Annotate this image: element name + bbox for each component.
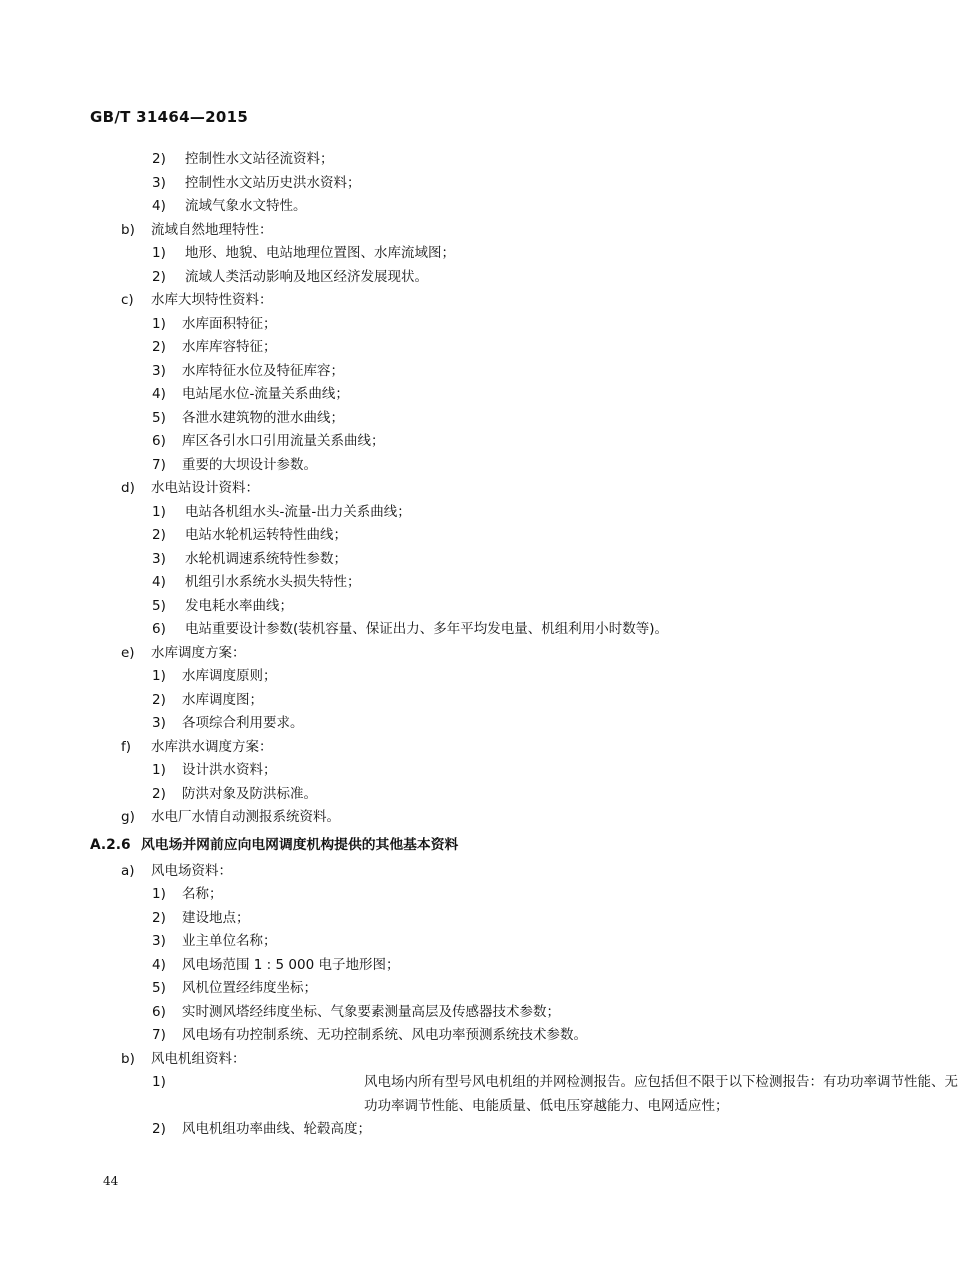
- list-text: 水库调度原则；: [182, 668, 277, 684]
- list-text: 风电场内所有型号风电机组的并网检测报告。应包括但不限于以下检测报告：有功功率调节性能、无功功率调节性能、电能质量、低电压穿越能力、电网适应性；: [364, 1074, 958, 1114]
- list-marker: 7): [152, 1027, 166, 1043]
- list-marker: 4): [152, 956, 166, 973]
- list-text: 实时测风塔经纬度坐标、气象要素测量高层及传感器技术参数；: [182, 1003, 560, 1020]
- list-item: [0, 1024, 892, 1048]
- list-item: [0, 930, 892, 954]
- list-item: [0, 595, 892, 619]
- list-marker: 2): [152, 1121, 166, 1137]
- section-heading: [0, 830, 892, 860]
- list-marker: 5): [152, 980, 166, 996]
- list-text: 水库面积特征；: [182, 315, 277, 332]
- list-text: 风电场资料：: [151, 862, 232, 879]
- list-marker: 4): [152, 574, 166, 590]
- list-marker: e): [121, 644, 135, 661]
- list-marker: 1): [152, 245, 166, 261]
- list-item: [0, 618, 892, 642]
- list-text: 重要的大坝设计参数。: [182, 456, 317, 473]
- list-text: 水库调度图；: [182, 691, 263, 708]
- list-item: [0, 360, 892, 384]
- list-item: [0, 1118, 892, 1142]
- list-text: 水轮机调速系统特性参数；: [185, 550, 347, 567]
- list-item: [0, 336, 892, 360]
- list-item: [0, 783, 892, 807]
- list-marker: 6): [152, 1003, 166, 1020]
- list-text: 水电站设计资料：: [151, 480, 259, 496]
- list-item: [0, 689, 892, 713]
- list-item: [0, 712, 892, 736]
- section-title: 风电场并网前应向电网调度机构提供的其他基本资料: [141, 836, 459, 853]
- list-text: 业主单位名称；: [182, 933, 277, 949]
- list-item: [0, 195, 892, 219]
- list-marker: 2): [152, 339, 166, 355]
- list-marker: a): [121, 862, 135, 879]
- list-marker: 5): [152, 409, 166, 426]
- list-marker: 2): [152, 527, 166, 543]
- list-marker: 1): [152, 315, 166, 332]
- standard-code-header: GB/T 31464—2015: [90, 108, 249, 126]
- list-item: [0, 477, 892, 501]
- list-marker: c): [121, 292, 134, 308]
- list-item: [0, 172, 892, 196]
- list-marker: 2): [152, 268, 166, 285]
- list-item: [0, 266, 892, 290]
- list-item: [0, 1071, 958, 1118]
- list-item: [0, 148, 892, 172]
- list-marker: f): [121, 738, 132, 755]
- list-marker: 1): [152, 668, 166, 684]
- list-item: [0, 383, 892, 407]
- list-marker: 3): [152, 362, 166, 379]
- list-item: [0, 501, 892, 525]
- list-marker: 3): [152, 933, 166, 949]
- list-text: 水库特征水位及特征库容；: [182, 362, 344, 379]
- list-text: 风电场有功控制系统、无功控制系统、风电功率预测系统技术参数。: [182, 1027, 587, 1043]
- list-text: 防洪对象及防洪标准。: [182, 785, 317, 802]
- list-item: [0, 860, 892, 884]
- list-text: 流域人类活动影响及地区经济发展现状。: [185, 268, 428, 285]
- list-marker: 6): [152, 621, 166, 637]
- list-marker: 2): [152, 151, 166, 167]
- list-marker: d): [121, 480, 135, 496]
- list-item: [0, 430, 892, 454]
- list-marker: 4): [152, 386, 166, 402]
- list-text: 水库库容特征；: [182, 339, 277, 355]
- list-item: [0, 759, 892, 783]
- list-marker: 7): [152, 456, 166, 473]
- list-item: [0, 242, 892, 266]
- list-marker: 6): [152, 433, 166, 449]
- list-marker: 1): [152, 886, 166, 902]
- list-item: [0, 883, 892, 907]
- document-body: [0, 148, 958, 1142]
- list-item: [0, 642, 892, 666]
- list-text: 水库调度方案：: [151, 644, 246, 661]
- list-text: 发电耗水率曲线；: [185, 597, 293, 614]
- list-item: [0, 806, 892, 830]
- list-item: [0, 524, 892, 548]
- list-marker: 3): [152, 174, 166, 191]
- list-text: 控制性水文站历史洪水资料；: [185, 174, 361, 191]
- list-marker: g): [121, 809, 135, 825]
- list-text: 电站水轮机运转特性曲线；: [185, 527, 347, 543]
- list-marker: 5): [152, 597, 166, 614]
- list-text: 水库大坝特性资料：: [151, 292, 273, 308]
- list-text: 机组引水系统水头损失特性；: [185, 574, 361, 590]
- list-item: [0, 219, 892, 243]
- section-number: A.2.6: [90, 836, 131, 853]
- list-item: [0, 907, 892, 931]
- list-marker: 2): [152, 785, 166, 802]
- list-text: 风电场范围 1 : 5 000 电子地形图；: [182, 956, 400, 973]
- list-marker: 3): [152, 550, 166, 567]
- list-text: 建设地点；: [182, 909, 250, 926]
- list-text: 流域气象水文特性。: [185, 198, 307, 214]
- list-item: [0, 977, 892, 1001]
- list-marker: b): [121, 221, 135, 238]
- list-text: 水电厂水情自动测报系统资料。: [151, 809, 340, 825]
- list-item: [0, 954, 892, 978]
- list-item: [0, 454, 892, 478]
- list-text: 各项综合利用要求。: [182, 715, 304, 731]
- list-item: [0, 1048, 892, 1072]
- list-item: [0, 1001, 892, 1025]
- list-text: 电站各机组水头-流量-出力关系曲线；: [185, 503, 411, 520]
- list-text: 地形、地貌、电站地理位置图、水库流域图；: [185, 245, 455, 261]
- list-text: 电站尾水位-流量关系曲线；: [182, 386, 349, 402]
- list-marker: 2): [152, 691, 166, 708]
- list-text: 风电机组功率曲线、轮毂高度；: [182, 1121, 371, 1137]
- list-marker: 2): [152, 909, 166, 926]
- list-item: [0, 736, 892, 760]
- list-text: 设计洪水资料；: [182, 762, 277, 778]
- list-text: 风机位置经纬度坐标；: [182, 980, 317, 996]
- list-text: 各泄水建筑物的泄水曲线；: [182, 409, 344, 426]
- list-text: 流域自然地理特性：: [151, 221, 273, 238]
- page-number: 44: [103, 1174, 119, 1188]
- list-text: 水库洪水调度方案：: [151, 738, 273, 755]
- list-item: [0, 313, 892, 337]
- list-marker: 4): [152, 198, 166, 214]
- list-text: 名称；: [182, 886, 223, 902]
- list-marker: 1): [152, 1074, 166, 1090]
- list-text: 库区各引水口引用流量关系曲线；: [182, 433, 385, 449]
- list-item: [0, 407, 892, 431]
- list-marker: b): [121, 1050, 135, 1067]
- list-marker: 3): [152, 715, 166, 731]
- list-text: 电站重要设计参数(装机容量、保证出力、多年平均发电量、机组利用小时数等)。: [185, 621, 669, 637]
- list-item: [0, 289, 892, 313]
- list-item: [0, 571, 892, 595]
- list-marker: 1): [152, 503, 166, 520]
- list-item: [0, 548, 892, 572]
- list-text: 控制性水文站径流资料；: [185, 151, 334, 167]
- list-marker: 1): [152, 762, 166, 778]
- list-item: [0, 665, 892, 689]
- list-text: 风电机组资料：: [151, 1050, 246, 1067]
